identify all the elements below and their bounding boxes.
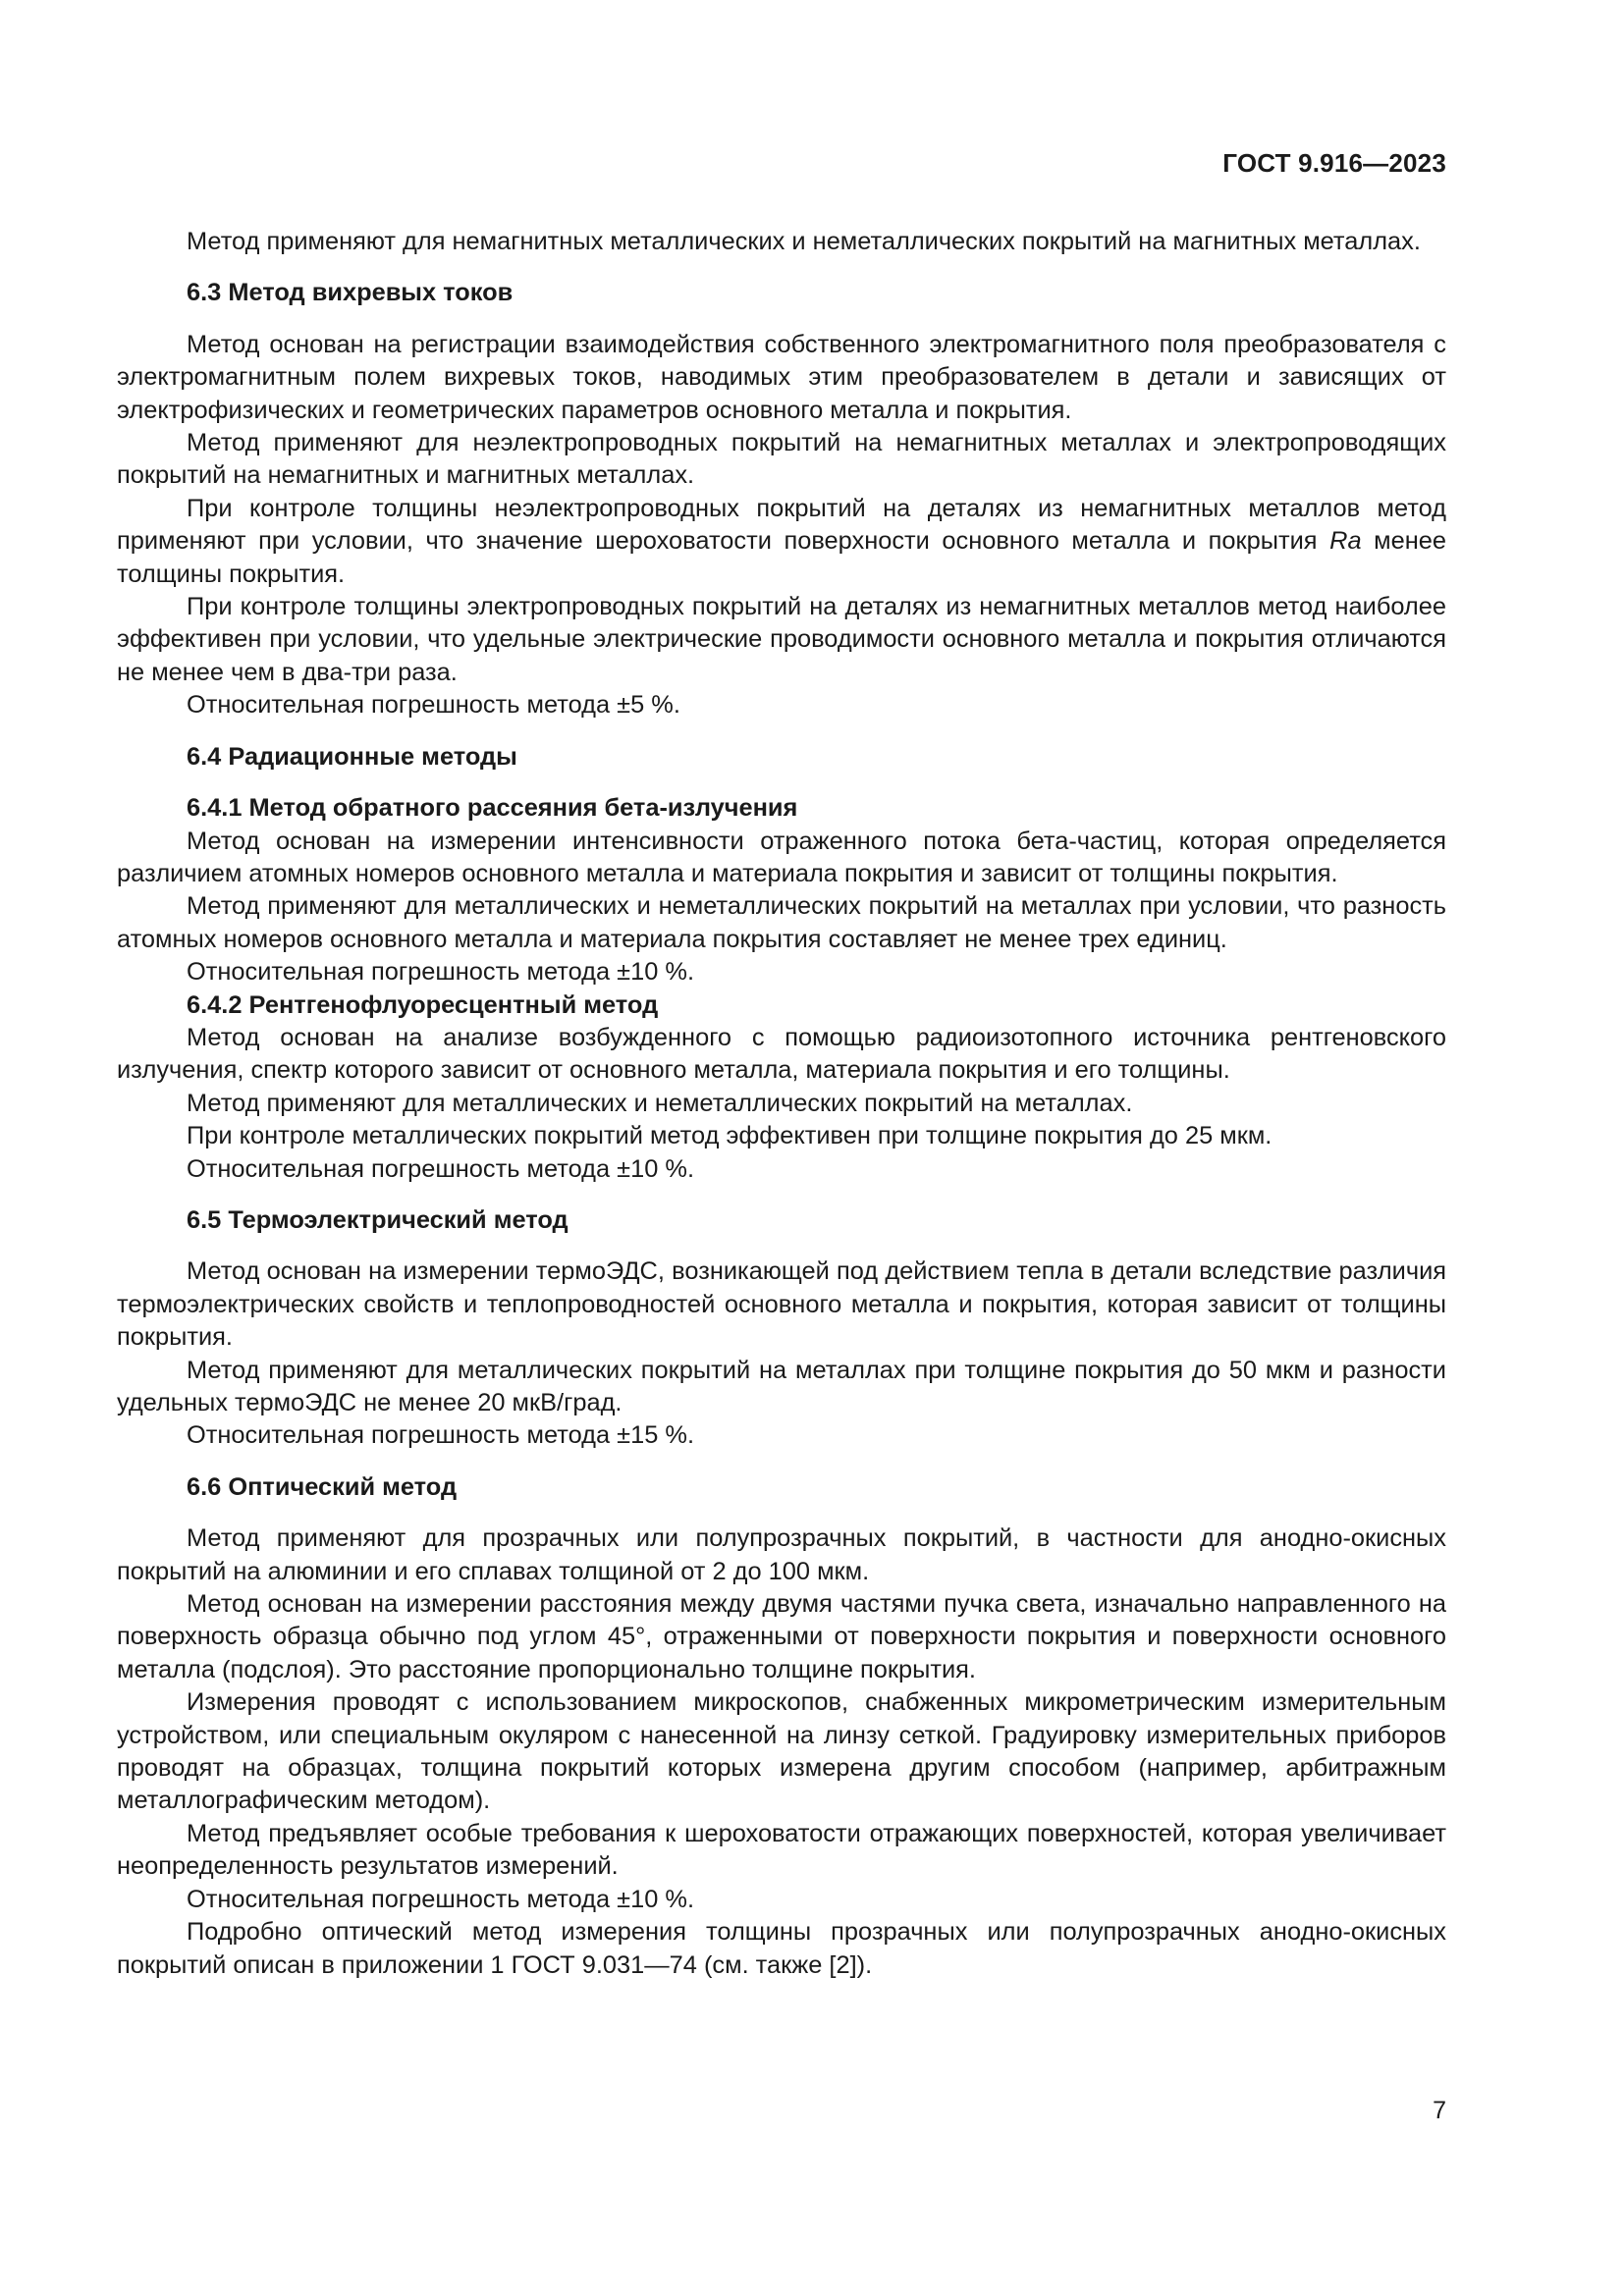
section-heading-6-4: 6.4 Радиационные методы bbox=[187, 742, 517, 771]
paragraph: Метод применяют для металлических и неметаллических покрытий на металлах при условии, что разность атомных номеров основного металла и материала покрытия составляет не менее трех единиц. bbox=[117, 892, 1446, 953]
paragraph: Метод применяют для неэлектропроводных покрытий на немагнитных металлах и электропроводящих покрытий на немагнитных и магнитных металлах. bbox=[117, 429, 1446, 490]
paragraph: Метод применяют для прозрачных или полупрозрачных покрытий, в частности для анодно-окисных покрытий на алюминии и его сплавах толщиной от 2 до 100 мкм. bbox=[117, 1524, 1446, 1585]
standard-code-header: ГОСТ 9.916—2023 bbox=[1222, 148, 1446, 178]
roughness-symbol: Ra bbox=[1329, 527, 1362, 556]
paragraph: При контроле металлических покрытий метод эффективен при толщине покрытия до 25 мкм. bbox=[187, 1122, 1272, 1150]
paragraph: Измерения проводят с использованием микроскопов, снабженных микрометрическим измерительным устройством, или специальным окуляром с нанесенной на линзу сеткой. Градуировку измерительных приборов проводят на образцах, толщина покрытий которых измерена другим способом (например, арбитражным металлографическим методом). bbox=[117, 1688, 1446, 1815]
subsection-heading-6-4-2: 6.4.2 Рентгенофлуоресцентный метод bbox=[187, 990, 659, 1019]
paragraph: При контроле толщины электропроводных покрытий на деталях из немагнитных металлов метод наиболее эффективен при условии, что удельные электрические проводимости основного металла и покрытия отличаются не менее чем в два-три раза. bbox=[117, 593, 1446, 686]
paragraph: Относительная погрешность метода ±10 %. bbox=[187, 958, 694, 987]
paragraph: Метод применяют для немагнитных металлических и неметаллических покрытий на магнитных металлах. bbox=[187, 228, 1421, 255]
paragraph: Относительная погрешность метода ±10 %. bbox=[187, 1885, 694, 1913]
paragraph bbox=[117, 493, 1446, 591]
paragraph: Относительная погрешность метода ±5 %. bbox=[187, 691, 680, 720]
paragraph: Метод основан на измерении расстояния между двумя частями пучка света, изначально направленного на поверхность образца обычно под углом 45°, отраженными от поверхности покрытия и поверхности основного металла (подслоя). Это расстояние пропорционально толщине покрытия. bbox=[117, 1590, 1446, 1683]
paragraph: Метод применяют для металлических покрытий на металлах при толщине покрытия до 50 мкм и разности удельных термоЭДС не менее 20 мкВ/град. bbox=[117, 1356, 1446, 1416]
paragraph: Подробно оптический метод измерения толщины прозрачных или полупрозрачных анодно-окисных покрытий описан в приложении 1 ГОСТ 9.031—74 (см. также [2]). bbox=[117, 1918, 1446, 1979]
document-body bbox=[117, 226, 1446, 1982]
paragraph: Метод основан на измерении интенсивности отраженного потока бета-частиц, которая определяется различием атомных номеров основного металла и материала покрытия и зависит от толщины покрытия. bbox=[117, 827, 1446, 887]
paragraph: Метод применяют для металлических и неметаллических покрытий на металлах. bbox=[187, 1089, 1133, 1117]
paragraph: Метод основан на анализе возбужденного с помощью радиоизотопного источника рентгеновского излучения, спектр которого зависит от основного металла, материала покрытия и его толщины. bbox=[117, 1023, 1446, 1085]
paragraph: Относительная погрешность метода ±15 %. bbox=[187, 1421, 694, 1450]
paragraph: Метод основан на измерении термоЭДС, возникающей под действием тепла в детали вследствие различия термоэлектрических свойств и теплопроводностей основного металла и покрытия, которая зависит от толщины покрытия. bbox=[117, 1257, 1446, 1352]
page-number: 7 bbox=[1433, 2097, 1446, 2124]
paragraph: Метод основан на регистрации взаимодействия собственного электромагнитного поля преобразователя с электромагнитным полем вихревых токов, наводимых этим преобразователем в детали и зависящих от электрофизических и геометрических параметров основного металла и покрытия. bbox=[117, 330, 1446, 424]
section-heading-6-5: 6.5 Термоэлектрический метод bbox=[187, 1205, 568, 1234]
section-heading-6-6: 6.6 Оптический метод bbox=[187, 1472, 458, 1501]
paragraph: Метод предъявляет особые требования к шероховатости отражающих поверхностей, которая увеличивает неопределенность результатов измерений. bbox=[117, 1819, 1446, 1881]
subsection-heading-6-4-1: 6.4.1 Метод обратного рассеяния бета-излучения bbox=[187, 794, 798, 823]
paragraph: Относительная погрешность метода ±10 %. bbox=[187, 1154, 694, 1183]
text-run: менее толщины покрытия. bbox=[117, 527, 1446, 588]
text-run: При контроле толщины неэлектропроводных покрытий на деталях из немагнитных металлов метод применяют при условии, что значение шероховатости поверхности основного металла и покрытия bbox=[117, 494, 1446, 556]
section-heading-6-3: 6.3 Метод вихревых токов bbox=[187, 279, 514, 307]
